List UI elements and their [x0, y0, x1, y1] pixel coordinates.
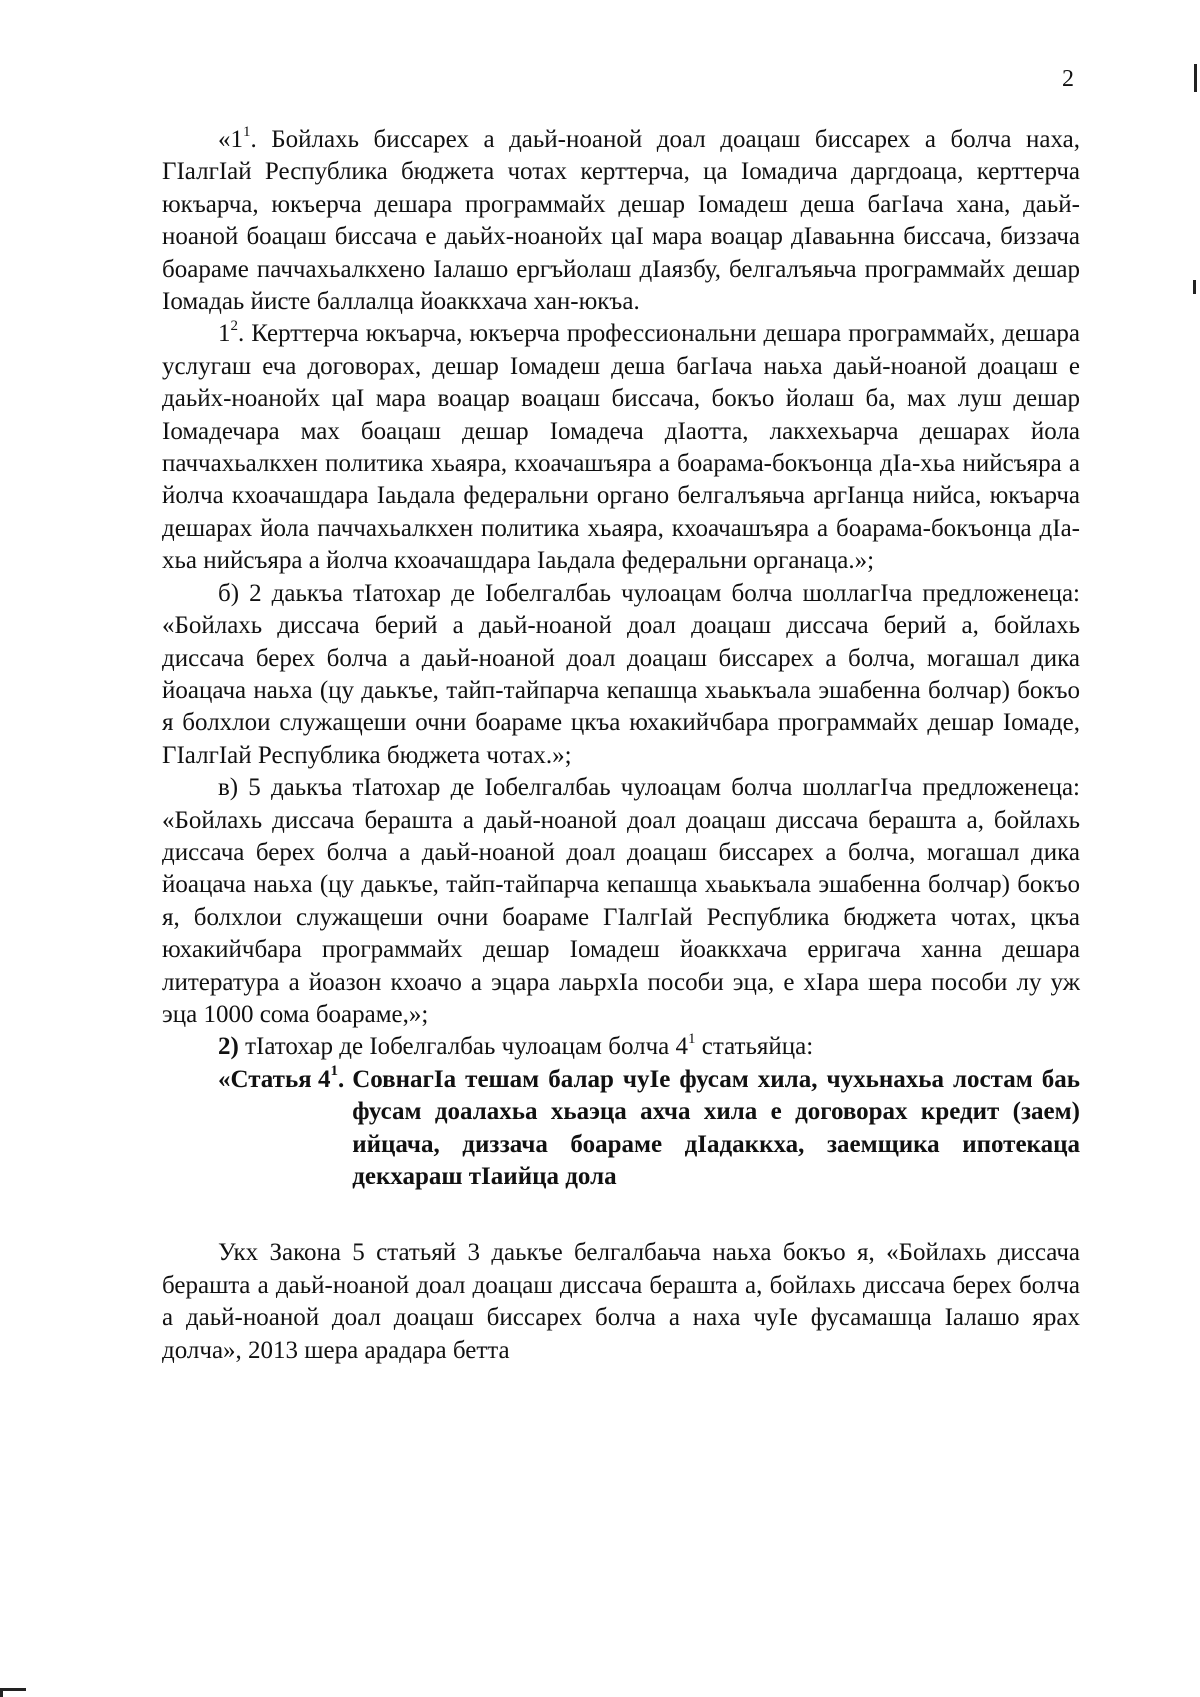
item-2: 2) тIатохар де Iобелгалбаь чулоацам болча $4^1$ статьяйца:: [218, 1031, 814, 1061]
scan-mark-bottom-left-vert: [0, 1688, 3, 1697]
scan-mark-bottom-left: [0, 1688, 26, 1691]
paragraph-last: Укх Закона 5 статьяй 3 даькъе белгалбаьча наьха бокъо я, «Бойлахь диссача бераштa а даьй-ноаной доал доацаш диссача бераштa а, бойлахь диссача берех болча а даьй-ноаной доал доацаш биссарех болча а наха чуIе фусамашца Iалашо ярах долча», 2013 шера арадара бетта: [162, 1239, 1080, 1364]
paragraph-v: в) 5 даькъа тIатохар де Iобелгалбаь чулоацам болча шоллагIча предложенеца: «Бойлахь диссача бераштa а даьй-ноаной доал доацаш диссача бераштa а, бойлахь диссача берех болча а даьй-ноаной доал доацаш биссарех а болча, могашал дика йоацача наьха (цу даькъе, тайп-тайпарча кепашца хьаькъала эшабенна болчар) бокъо я, болхлои служащеши очни боараме ГIалгIай Республика бюджета чотах, цкъа юхакийчбара программайх дешар Iомадеш йоаккхача ерригача ханна дешара литература а йоазон кхоачо а эцара лаьрхIа пособи эца, е хIара шера пособи лу уж эца 1000 сома боараме,»;: [162, 774, 1080, 1028]
paragraph-1-2: $1^2$. Керттерча юкъарча, юкъерча профессиональни дешара программайх, дешара услугаш еча договорах, дешар Iомадеш деша багIача наьха даьй-ноаной доацаш е даьйх-ноанойх цаI мара воацар воацаш биссача, бокъо йолаш ба, мах луш дешар Iомадечара мах боацаш дешар Iомадеча дIаотта, лакхехьарча дешарах йола паччахьалкхен политика хьаяра, кхоачашъяра а боарама-бокъонца дIа-хьа нийсъяра а йолча кхоачашдара Iаьдала федеральни органо белгалъяьча аргIанца нийса, юкъарча дешарах йола паччахьалкхен политика хьаяра, кхоачашъяра а боарама-бокъонца дIа-хьа нийсъяра а йолча кхоачашдара Iаьдала федеральни органаца.»;: [162, 318, 1080, 575]
article-label: «Статья $4^1$.: [218, 1063, 345, 1093]
paragraph-1-1: «$1^1$. Бойлахь биссарех а даьй-ноаной доал доацаш биссарех а болча наха, ГIалгIай Республика бюджета чотах керттерча, ца Iомадича даргдоаца, керттерча юкъарча, юкъерча дешара программайх дешар Iомадеш деша багIача хана, даьй-ноаной боацаш биссача е даьйх-ноанойх цаI мара воацар дIаваьнна биссача, биззача боараме паччахьалкхено Iалашо ергъйолаш дIаязбу, белгалъяьча программайх дешар Iомадаь йисте баллалца йоаккхача хан-юкъа.: [162, 123, 1080, 316]
article-heading: [162, 1064, 1080, 1194]
document-body: [162, 124, 1080, 1367]
scan-mark-right-top: [1194, 64, 1197, 92]
paragraph-b: б) 2 даькъа тIатохар де Iобелгалбаь чулоацам болча шоллагIча предложенеца: «Бойлахь диссача берий а даьй-ноаной доал доацаш диссача берий а, бойлахь диссача берех болча а даьй-ноаной доал доацаш биссарех а болча, могашал дика йоацача наьха (цу даькъе, тайп-тайпарча кепашца хьаькъала эшабенна болчар) бокъо я болхлои служащеши очни боараме цкъа юхакийчбара программайх дешар Iомаде, ГIалгIай Республика бюджета чотах.»;: [162, 579, 1080, 769]
page-number: 2: [1062, 66, 1074, 92]
scan-mark-right-mid: [1193, 280, 1196, 294]
article-title: СовнагIа тешам балар чуIе фусам хила, чухьнахьа лостам баь фусам доалахьа хьаэца ахча хила е договорах кредит (заем) ийцача, диззача боараме дIадаккха, заемщика ипотекаца декхараш тIаийца дола: [352, 1065, 1080, 1190]
spacer: [162, 1193, 1080, 1237]
